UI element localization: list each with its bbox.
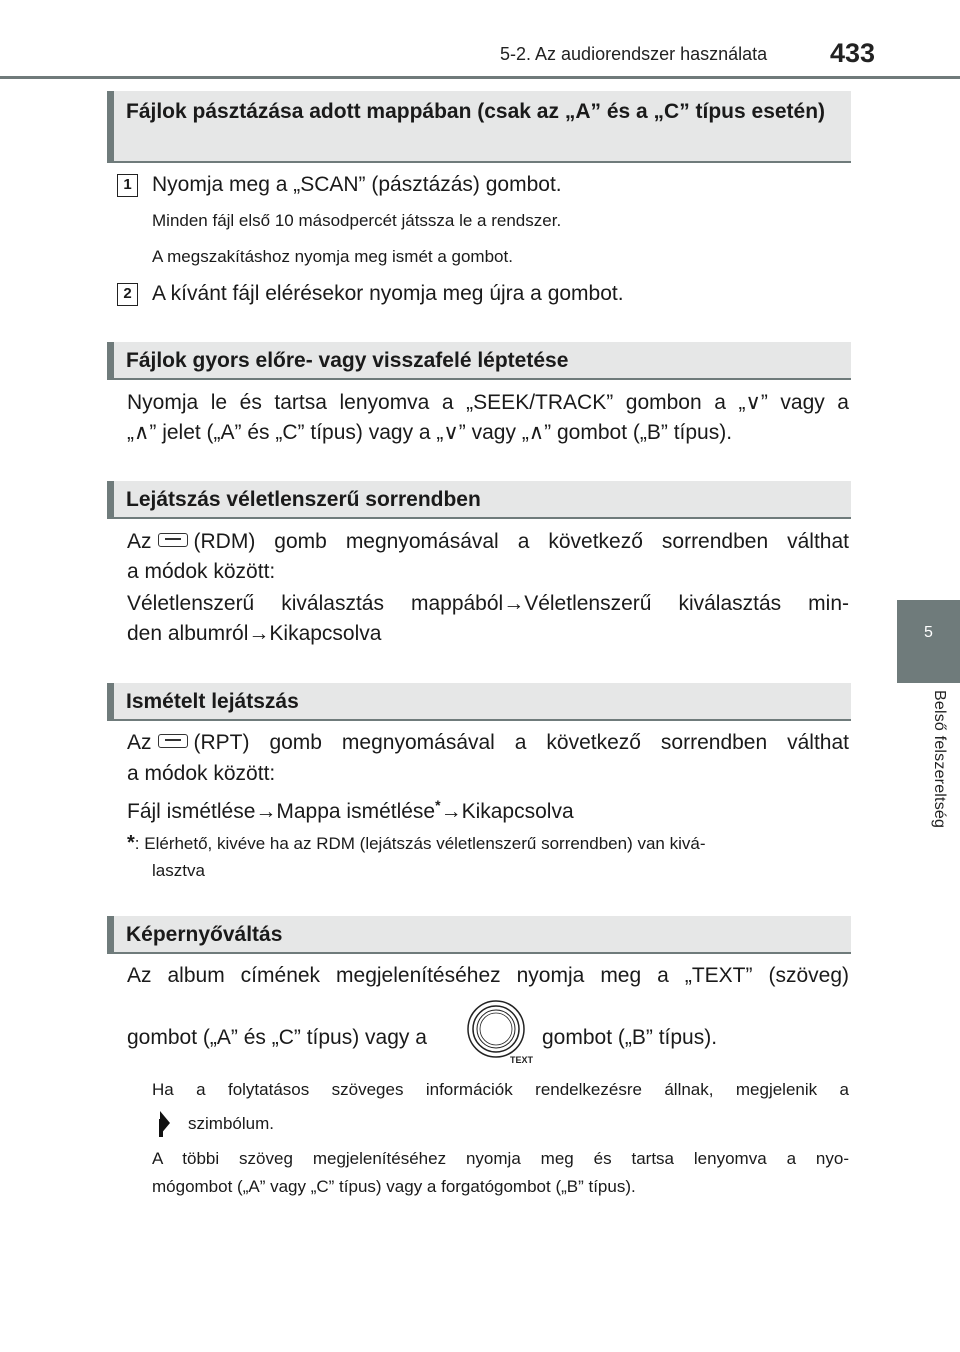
display-text-line-2b: gombot („B” típus). [542, 1026, 718, 1049]
repeat-footnote-line-2: lasztva [152, 861, 205, 880]
header-rule [0, 76, 960, 79]
step-2-text: A kívánt fájl elérésekor nyomja meg újra a gombot. [152, 282, 624, 305]
display-note-line-2: szimbólum. [188, 1114, 274, 1133]
display-note-line-3: A többi szöveg megjelenítéséhez nyomja meg és tartsa lenyomva a nyo- [152, 1149, 849, 1168]
seek-text-line-1: Nyomja le és tartsa lenyomva a „SEEK/TRACK” gombon a „∨” vagy a [127, 391, 849, 414]
step-number-1: 1 [117, 174, 138, 197]
chapter-label: Belső felszereltség [931, 690, 948, 829]
section-title-repeat: Ismételt lejátszás [107, 683, 851, 721]
random-text-line-4: den albumról→Kikapcsolva [127, 622, 382, 645]
rpt-button-icon [158, 734, 188, 748]
display-note-line-4: mógombot („A” vagy „C” típus) vagy a forgatógombot („B” típus). [152, 1177, 636, 1196]
step-1-note-2: A megszakításhoz nyomja meg ismét a gombot. [152, 247, 513, 266]
footnote-marker: * [435, 797, 441, 813]
repeat-text-line-2: a módok között: [127, 762, 276, 785]
display-text-line-1: Az album címének megjelenítéséhez nyomja meg a „TEXT” (szöveg) [127, 964, 849, 987]
repeat-mode-b: →Kikapcsolva [440, 800, 574, 823]
knob-label: TEXT [510, 1055, 534, 1065]
running-header: 5-2. Az audiorendszer használata [500, 44, 768, 64]
continuation-arrow-icon [157, 1109, 173, 1137]
section-title-display: Képernyőváltás [107, 916, 851, 954]
display-note-line-1: Ha a folytatásos szöveges információk rendelkezésre állnak, megjelenik a [152, 1080, 849, 1099]
section-title-scan: Fájlok pásztázása adott mappában (csak az „A” és a „C” típus esetén) [107, 91, 851, 163]
step-1-note-1: Minden fájl első 10 másodpercét játssza le a rendszer. [152, 211, 562, 230]
repeat-text-line-1 [127, 728, 849, 758]
page-number: 433 [830, 38, 876, 68]
seek-text-line-2: „∧” jelet („A” és „C” típus) vagy a „∨” vagy „∧” gombot („B” típus). [127, 421, 733, 444]
rdm-button-icon [158, 533, 188, 547]
repeat-text-pre: Az [127, 731, 152, 754]
section-title-random: Lejátszás véletlenszerű sorrendben [107, 481, 851, 519]
footnote-text: : Elérhető, kivéve ha az RDM (lejátszás véletlenszerű sorrendben) van kivá- [134, 834, 706, 853]
step-number-2: 2 [117, 283, 138, 306]
chapter-number: 5 [924, 624, 933, 641]
display-text-line-2a: gombot („A” és „C” típus) vagy a [127, 1026, 427, 1049]
random-text-line-2: a módok között: [127, 560, 276, 583]
section-title-seek: Fájlok gyors előre- vagy visszafelé léptetése [107, 342, 851, 380]
random-text-pre: Az [127, 530, 152, 553]
repeat-footnote-line-1 [127, 830, 706, 857]
repeat-mode-a: Fájl ismétlése→Mappa ismétlése [127, 800, 436, 823]
footnote-star: * [127, 832, 135, 854]
text-knob-icon [466, 999, 534, 1065]
step-1-text: Nyomja meg a „SCAN” (pásztázás) gombot. [152, 173, 562, 196]
random-text-post: (RDM) gomb megnyomásával a következő sorrendben válthat [193, 530, 849, 553]
repeat-text-post: (RPT) gomb megnyomásával a következő sorrendben válthat [193, 731, 849, 754]
repeat-text-line-3 [127, 790, 574, 827]
random-text-line-1 [127, 527, 849, 557]
random-text-line-3: Véletlenszerű kiválasztás mappából→Véletlenszerű kiválasztás min- [127, 592, 849, 615]
